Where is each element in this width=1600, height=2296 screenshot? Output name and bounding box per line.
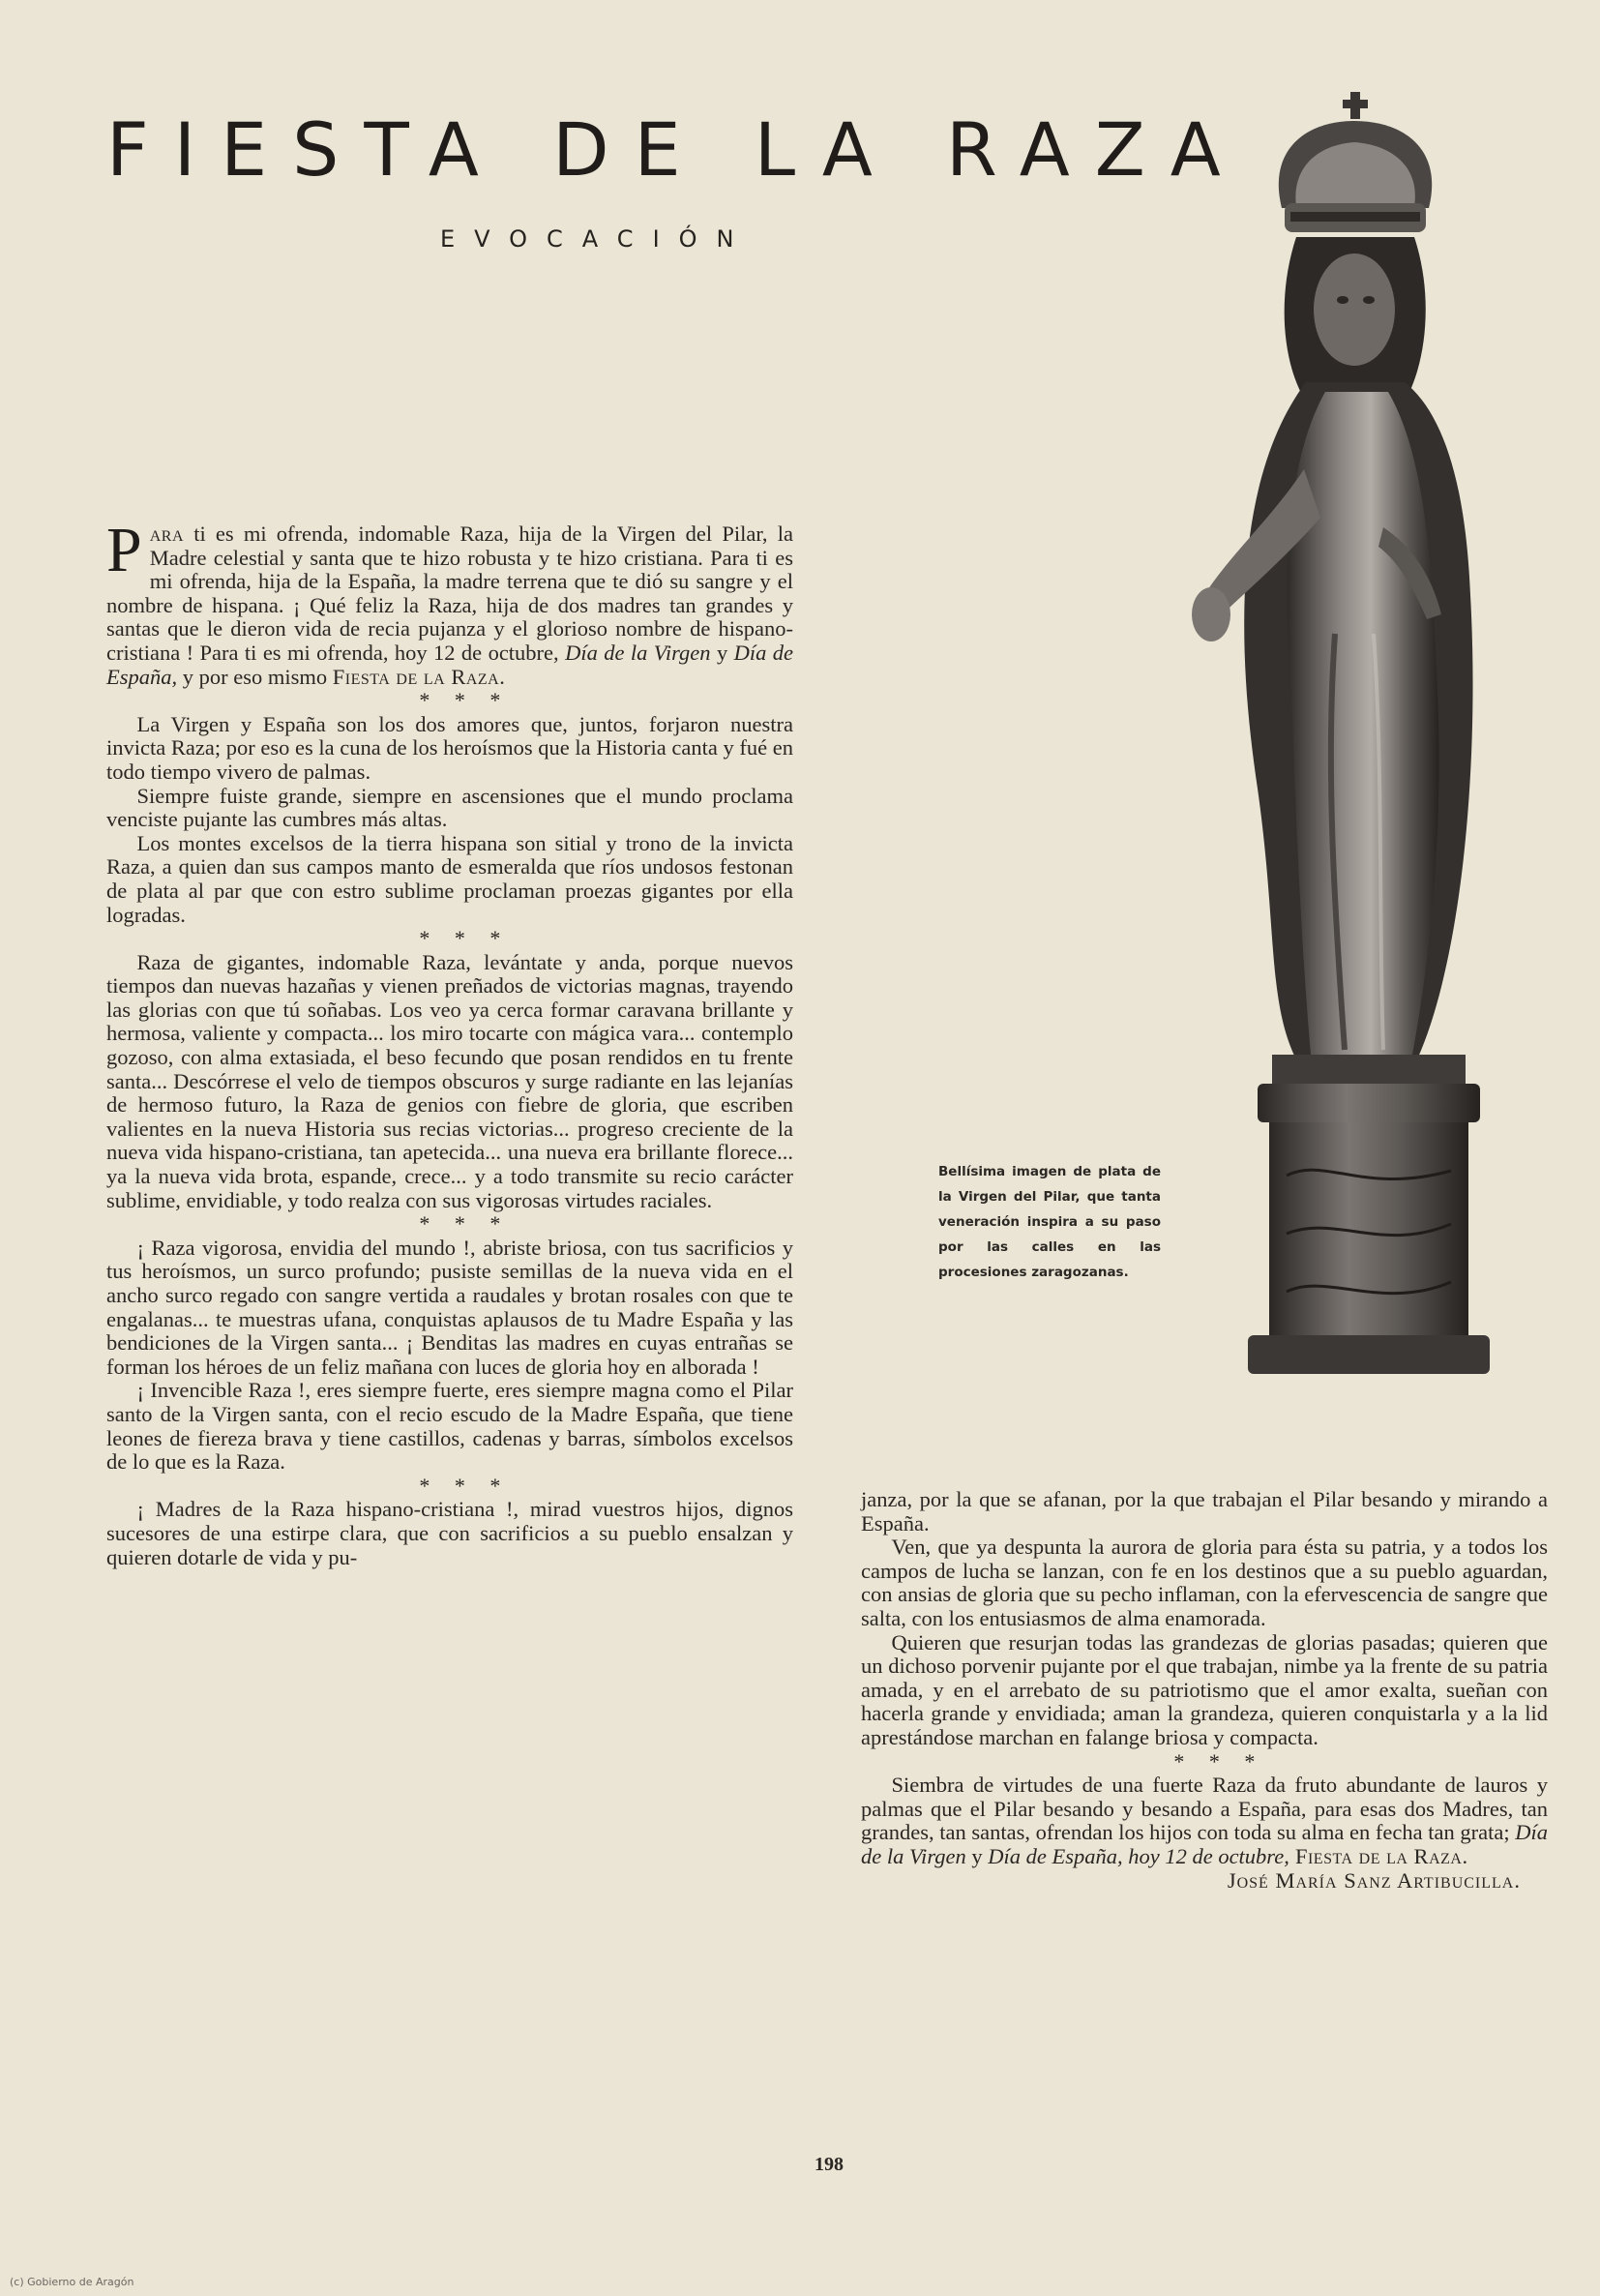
paragraph-5: Raza de gigantes, indomable Raza, levántate y anda, porque nuevos tiempos dan nuevas hazañas y vienen preñados de victorias magnas, trayendo las glorias con que tú soñabas. Los veo ya cerca formar caravana brillante y hermosa, valiente y compacta... los miro tocarte con mágica vara... contemplo gozoso, con alma extasiada, el beso fecundo que posan rendidos en tu frente santa... Descórrese el velo de tiempos obscuros y surge radiante en las lejanías de hermoso futuro, la Raza de genios con fiebre de gloria, que escriben valientes en la nueva Historia sus recias victorias... progreso creciente de la nueva vida hispano-cristiana, tan apetecida... una nueva era brillante florece... ya la nueva vida brota, espande, crece... y a todo transmite su recio carácter sublime, envidiable, y todo realza con sus vigorosas virtudes raciales. xyxy=(106,949,793,1212)
paragraph-3: Siempre fuiste grande, siempre en ascensiones que el mundo proclama venciste pujante las cumbres más altas. xyxy=(106,783,793,832)
pedestal xyxy=(1248,1055,1490,1374)
paragraph-10: Ven, que ya despunta la aurora de gloria para ésta su patria, y a todos los campos de lucha se lanzan, con fe en los destinos que a su pueblo aguardan, con ansias de gloria que su pecho inflaman, con la efervescencia de sangre que salta, con los entusiasmos de alma enamorada. xyxy=(861,1535,1548,1630)
article-subtitle: EVOCACIÓN xyxy=(440,225,754,253)
paragraph-7: ¡ Invencible Raza !, eres siempre fuerte, eres siempre magna como el Pilar santo de la Virgen santa, con el recio escudo de la Madre España, que tiene leones de fiereza brava y tiene castillos, cadenas y barras, símbolos excelsos de lo que es la Raza. xyxy=(106,1378,793,1475)
paragraph-9: janza, por la que se afanan, por la que trabajan el Pilar besando y mirando a España. xyxy=(861,1487,1548,1536)
page-number: 198 xyxy=(815,2154,844,2175)
virgin-del-pilar-statue-photo xyxy=(1190,92,1538,1446)
paragraph-12: Siembra de virtudes de una fuerte Raza da fruto abundante de lauros y palmas que el Pilar besando y besando a España, para esas dos Madres, tan grandes, tan santas, ofrendan los hijos con toda su alma en fecha tan grata; Día de la Virgen y Día de España, hoy 12 de octubre, Fiesta de la Raza. xyxy=(861,1773,1548,1868)
paragraph-4: Los montes excelsos de la tierra hispana son sitial y trono de la invicta Raza, a quien dan sus campos manto de esmeralda que ríos undosos festonan de plata al par que con estro sublime proclaman proezas gigantes por ella logradas. xyxy=(106,830,793,927)
paragraph-2: La Virgen y España son los dos amores que, juntos, forjaron nuestra invicta Raza; por eso es la cuna de los heroísmos que la Historia canta y fué en todo tiempo vivero de palmas. xyxy=(106,711,793,784)
section-divider: * * * xyxy=(1173,1748,1265,1774)
paragraph-8: ¡ Madres de la Raza hispano-cristiana !, mirad vuestros hijos, dignos sucesores de una estirpe clara, que con sacrificios a su pueblo ensalzan y quieren dotarle de vida y pu- xyxy=(106,1497,793,1569)
photo-caption: Bellísima imagen de plata de la Virgen del Pilar, que tanta veneración inspira a su paso por las calles en las procesiones zaragozanas. xyxy=(938,1164,1161,1280)
crown xyxy=(1279,92,1432,232)
drop-cap: P xyxy=(106,515,142,585)
section-divider: * * * xyxy=(419,926,511,951)
section-divider: * * * xyxy=(419,1211,511,1237)
statue-face xyxy=(1314,253,1395,366)
paragraph-6: ¡ Raza vigorosa, envidia del mundo !, abriste briosa, con tus sacrificios y tus heroísmos, un surco profundo; pusiste semillas de la nueva vida en el ancho surco regado con sangre vertida a raudales y brotan rosales con que te engalanas... te muestras ufana, conquistas aplausos de tu Madre España y las bendiciones de la Virgen santa... ¡ Benditas las madres en cuyas entrañas se forman los héroes de un feliz mañana con luces de gloria hoy en alborada ! xyxy=(106,1235,793,1379)
paragraph-1: Para ti es mi ofrenda, indomable Raza, hija de la Virgen del Pilar, la Madre celestial y santa que te hizo robusta y te hizo cristiana. Para ti es mi ofrenda, hija de la España, la madre terrena que te dió su sangre y el nombre de hispana. ¡ Qué feliz la Raza, hija de dos madres tan grandes y santas que le dieron vida de recia pujanza y el glorioso nombre de hispano-cristiana ! Para ti es mi ofrenda, hoy 12 de octubre, Día de la Virgen y Día de España, y por eso mismo Fiesta de la Raza. xyxy=(106,515,794,689)
copyright-credit: (c) Gobierno de Aragón xyxy=(10,2276,134,2288)
section-divider: * * * xyxy=(419,1473,511,1498)
article-column-right xyxy=(861,1488,1548,1893)
paragraph-11: Quieren que resurjan todas las grandezas de glorias pasadas; quieren que un dichoso porvenir pujante por el que trabajan, nimbe ya la frente de su patria amada, y en el arrebato de su patriotismo que el amor exalta, sueñan con hacerla grande y envidiada; aman la grandeza, quieren conquistarla y a la lid aprestándose marchan en falange briosa y compacta. xyxy=(861,1629,1548,1749)
author-signature: José María Sanz Artibucilla. xyxy=(1227,1867,1521,1893)
article-column-left xyxy=(106,515,794,1569)
article-title: FIESTA DE LA RAZA xyxy=(106,106,1246,193)
section-divider: * * * xyxy=(419,688,511,713)
